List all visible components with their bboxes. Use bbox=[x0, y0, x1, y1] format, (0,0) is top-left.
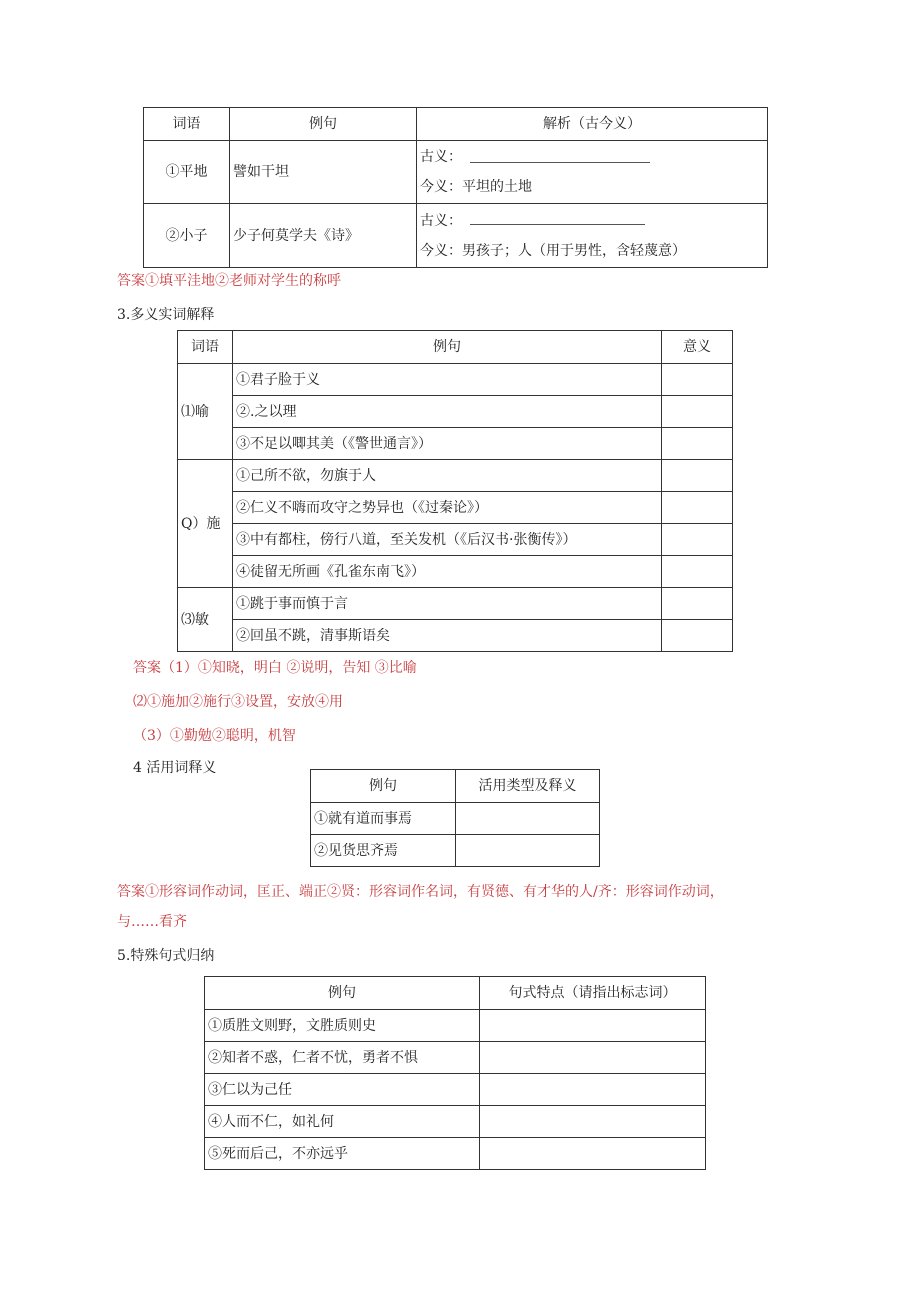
header-word: 词语 bbox=[178, 331, 233, 364]
fill-blank[interactable] bbox=[470, 216, 645, 225]
analysis-cell bbox=[417, 204, 768, 268]
word-cell: ①平地 bbox=[144, 141, 230, 204]
gu-label: 古义： bbox=[420, 212, 462, 229]
example-cell: ②知者不惑，仁者不忧，勇者不惧 bbox=[205, 1042, 480, 1074]
table-row bbox=[178, 620, 733, 652]
section-4-title: 4 活用词释义 bbox=[133, 760, 217, 776]
feature-cell[interactable] bbox=[480, 1138, 706, 1170]
answer-3-line-3: （3）①勤勉②聪明，机智 bbox=[133, 728, 296, 744]
gu-label: 古义： bbox=[420, 149, 462, 165]
table-row bbox=[205, 1106, 706, 1138]
word-cell: ⑴喻 bbox=[178, 364, 233, 460]
table-row bbox=[178, 556, 733, 588]
example-cell: ②回虽不跳，清事斯语矣 bbox=[233, 620, 662, 652]
feature-cell[interactable] bbox=[480, 1042, 706, 1074]
header-word: 词语 bbox=[144, 108, 230, 141]
example-cell: ③仁以为己任 bbox=[205, 1074, 480, 1106]
header-analysis: 解析（古今义） bbox=[417, 108, 768, 141]
meaning-cell[interactable] bbox=[662, 396, 733, 428]
table-row bbox=[178, 364, 733, 396]
table-row bbox=[205, 1042, 706, 1074]
table-row bbox=[144, 204, 768, 268]
answer-3-line-2: ⑵①施加②施行③设置，安放④用 bbox=[133, 694, 343, 710]
answer-4-line-2: 与……看齐 bbox=[117, 914, 187, 930]
example-cell: ④徒留无所画《孔雀东南飞》） bbox=[233, 556, 662, 588]
section-5-title: 5.特殊句式归纳 bbox=[117, 948, 215, 964]
header-feature: 句式特点（请指出标志词） bbox=[480, 977, 706, 1010]
header-example: 例句 bbox=[233, 331, 662, 364]
jin-text: 今义：男孩子；人（用于男性，含轻蔑意） bbox=[420, 242, 686, 259]
example-cell: ②仁义不嗨而攻守之势异也（《过秦论》） bbox=[233, 492, 662, 524]
polysemy-table bbox=[177, 330, 733, 652]
header-usage: 活用类型及释义 bbox=[456, 770, 600, 803]
table-row bbox=[205, 1010, 706, 1042]
jin-text: 今义：平坦的土地 bbox=[420, 179, 532, 195]
header-example: 例句 bbox=[311, 770, 456, 803]
table-row bbox=[311, 835, 600, 867]
table-row bbox=[205, 1074, 706, 1106]
meaning-cell[interactable] bbox=[662, 428, 733, 460]
example-cell: ①君子脸于义 bbox=[233, 364, 662, 396]
meaning-cell[interactable] bbox=[662, 620, 733, 652]
gujin-table bbox=[143, 107, 768, 268]
section-3-title: 3.多义实词解释 bbox=[117, 307, 215, 323]
meaning-cell[interactable] bbox=[662, 524, 733, 556]
example-cell: 少子何莫学夫《诗》 bbox=[230, 204, 417, 268]
header-example: 例句 bbox=[230, 108, 417, 141]
usage-cell[interactable] bbox=[456, 835, 600, 867]
header-meaning: 意义 bbox=[662, 331, 733, 364]
sentence-table bbox=[204, 976, 706, 1170]
example-cell: ④人而不仁，如礼何 bbox=[205, 1106, 480, 1138]
meaning-cell[interactable] bbox=[662, 460, 733, 492]
table-row bbox=[178, 524, 733, 556]
meaning-cell[interactable] bbox=[662, 364, 733, 396]
table-row bbox=[178, 396, 733, 428]
example-cell: ①己所不欲，勿旗于人 bbox=[233, 460, 662, 492]
answer-3-line-1: 答案（1）①知晓，明白 ②说明，告知 ③比喻 bbox=[133, 660, 417, 676]
table-row bbox=[178, 460, 733, 492]
usage-cell[interactable] bbox=[456, 803, 600, 835]
header-example: 例句 bbox=[205, 977, 480, 1010]
answer-1: 答案①填平洼地②老师对学生的称呼 bbox=[117, 273, 341, 289]
example-cell: ⑤死而后己，不亦远乎 bbox=[205, 1138, 480, 1170]
table-row bbox=[178, 588, 733, 620]
table-row bbox=[178, 428, 733, 460]
feature-cell[interactable] bbox=[480, 1074, 706, 1106]
example-cell: ③不足以唧其美（《警世通言》） bbox=[233, 428, 662, 460]
table-row bbox=[178, 492, 733, 524]
word-cell: Q）施 bbox=[178, 460, 233, 588]
example-cell: ①就有道而事焉 bbox=[311, 803, 456, 835]
meaning-cell[interactable] bbox=[662, 492, 733, 524]
feature-cell[interactable] bbox=[480, 1106, 706, 1138]
word-cell: ⑶敏 bbox=[178, 588, 233, 652]
analysis-cell bbox=[417, 141, 768, 204]
example-cell: ①跳于事而慎于言 bbox=[233, 588, 662, 620]
example-cell: ②.之以理 bbox=[233, 396, 662, 428]
answer-4-line-1: 答案①形容词作动词，匡正、端正②贤：形容词作名词，有贤德、有才华的人/齐：形容词作动词， bbox=[117, 884, 724, 900]
example-cell: ②见货思齐焉 bbox=[311, 835, 456, 867]
table-row bbox=[205, 1138, 706, 1170]
example-cell: ③中有都柱，傍行八道，至关发机（《后汉书·张衡传》） bbox=[233, 524, 662, 556]
fill-blank[interactable] bbox=[470, 152, 650, 163]
meaning-cell[interactable] bbox=[662, 556, 733, 588]
example-cell: ①质胜文则野，文胜质则史 bbox=[205, 1010, 480, 1042]
example-cell: 譬如干坦 bbox=[230, 141, 417, 204]
usage-table bbox=[310, 769, 600, 867]
meaning-cell[interactable] bbox=[662, 588, 733, 620]
table-row bbox=[144, 141, 768, 204]
feature-cell[interactable] bbox=[480, 1010, 706, 1042]
table-row bbox=[311, 803, 600, 835]
word-cell: ②小子 bbox=[144, 204, 230, 268]
